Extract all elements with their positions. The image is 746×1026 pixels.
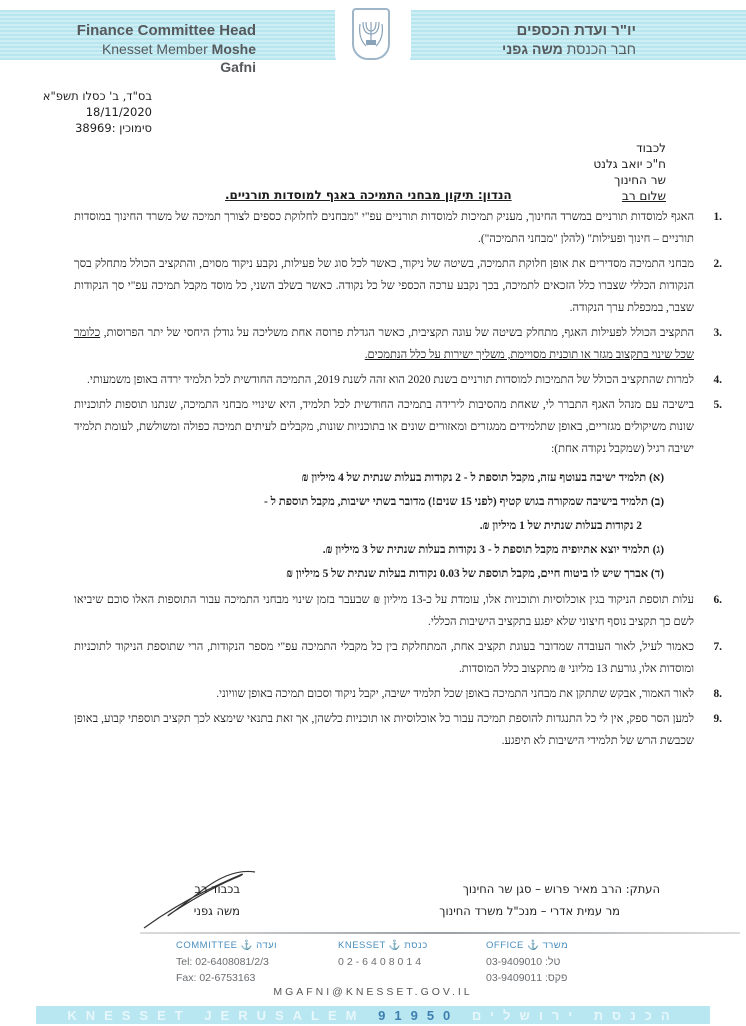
letter-body — [74, 206, 722, 755]
footer-right: הכנסת ירושלים — [471, 1008, 679, 1023]
sublist-item — [74, 538, 664, 562]
he-member-name: משה גפני — [502, 41, 563, 57]
contact-fax: פקס: 03-9409011 — [486, 972, 568, 984]
item-text: מבחני התמיכה מסדירים את אופן חלוקת התמיכה, בשיטה של ניקוד, כאשר לכל סוג של פעילות, נקבע ניקוד מסוים, והתקציב הכולל מתחלק בסך הנקודות הכללי שצברו כלל הזכאים לתמיכה, בכך נקבע ערכה הכספי של כל נקודה. כאשר בשלב השני, כל מוסד מקבל תמיכה עפ"י סך הנקודות שצבר, במכפלת ערך הנקודה. — [74, 258, 694, 314]
contact-fax: Fax: 02-6753163 — [176, 972, 256, 984]
contact-tel: 02-6408014 — [338, 956, 425, 968]
contact-office — [486, 938, 568, 986]
signature-block — [160, 878, 240, 922]
sublist-text: תלמיד ישיבה בעוטף עזה, מקבל תוספת ל - 2 נקודות בעלות שנתית של 4 מיליון ₪ — [301, 472, 647, 484]
sublist-text: תלמיד בישיבה שמקורה בגוש קטיף (לפני 15 שנים!) מדובר בשתי ישיבות, מקבל תוספת ל - — [263, 496, 649, 508]
contact-label: OFFICE ⚓ משרד — [486, 940, 569, 951]
en-member-prefix: Knesset Member — [101, 41, 208, 57]
reference-number: סימוכין :38969 — [75, 121, 152, 135]
list-item — [74, 369, 722, 391]
subject-line: הנדון: תיקון מבחני התמיכה באגף למוסדות תורניים. — [225, 188, 512, 202]
item-number: .2 — [713, 258, 722, 270]
sublist-text: אברך שיש לו ביטוח חיים, מקבל תוספת של 0.03 נקודות בעלות שנתית של 5 מיליון ₪ — [286, 568, 649, 580]
list-item — [74, 322, 722, 366]
list-item — [74, 683, 722, 705]
list-item — [74, 708, 722, 752]
sublist-text: תלמיד יוצא אתיופיה מקבל תוספת ל - 3 נקודות בעלות שנתית של 3 מיליון ₪. — [322, 544, 650, 556]
sublist-label: (ג) — [652, 544, 664, 556]
cc-line: העתק: הרב מאיר פרוש – סגן שר החינוך — [462, 882, 660, 896]
knesset-emblem-icon — [352, 8, 390, 60]
list-item — [74, 394, 722, 586]
list-item — [74, 589, 722, 633]
sublist-label: (ב) — [650, 496, 664, 508]
footer-left: KNESSET JERUSALEM — [67, 1008, 366, 1023]
item-text: למרות שהתקציב הכולל של התמיכות למוסדות תורניים בשנת 2020 הוא זהה לשנת 2019, התמיכה החודשית לכל תלמיד ירדה באופן משמעותי. — [87, 374, 694, 386]
sublist-label: (א) — [649, 472, 664, 484]
addressee — [593, 140, 666, 204]
contact-knesset — [338, 938, 428, 970]
footer-band — [36, 1006, 710, 1024]
contact-tel: Tel: 02-6408081/2/3 — [176, 956, 269, 968]
cc-line: מר עמית אדרי – מנכ"ל משרד החינוך — [439, 904, 620, 918]
en-title: Finance Committee Head — [76, 22, 256, 39]
sublist — [74, 466, 694, 586]
list-item — [74, 206, 722, 250]
item-number: .8 — [713, 688, 722, 700]
item-text: האגף למוסדות תורניים במשרד החינוך, מעניק תמיכות למוסדות תורניים עפ"י "מבחנים לחלוקת כספים לצורך תמיכה של משרד החינוך במוסדות תורניים – חינוך ופעילות" (להלן "מבחני התמיכה"). — [74, 211, 694, 245]
he-title: יו"ר ועדת הכספים — [516, 22, 636, 39]
footer-divider — [140, 932, 740, 934]
cc-block — [439, 878, 660, 922]
item-text: בישיבה עם מנהל האגף התברר לי, שאחת מהסיבות לירידה בתמיכה החודשית לכל תלמיד, היא שינויי מבחני התמיכה, שנתנו תוספות לתוכניות שונות משיקולים מגזריים, באופן שתלמידים ממגזרים ומאזורים שונים או בתוכניות שונות, מקבלים לעיתים תמיכה כפולה ומשולשת, לעומת תלמיד ישיבה רגיל (שמקבל נקודה אחת): — [74, 399, 694, 455]
sublist-continuation: 2 נקודות בעלות שנתית של 1 מיליון ₪. — [479, 520, 642, 532]
item-text: עלות תוספת הניקוד בגין אוכלוסיות ותוכניות אלו, עומדת על כ-13 מיליון ₪ שבעבר בזמן שינוי מבחני התמיכה עבור התוספות האלו סוכם שיביאו לשם כך תקציב נוסף חיצוני שלא יפגע בתקציב הישיבות הכללי. — [74, 594, 694, 628]
contact-label: KNESSET ⚓ כנסת — [338, 940, 428, 951]
closing: בכבוד רב — [194, 882, 240, 896]
addressee-to: לכבוד — [636, 141, 666, 155]
contact-tel: טל: 03-9409010 — [486, 956, 561, 968]
letter-meta — [42, 88, 152, 136]
item-number: .5 — [713, 399, 722, 411]
item-text: למען הסר ספק, אין לי כל התנגדות להוספת תמיכה עבור כל אוכלוסיות או תוכניות כלשהן, אך זאת בתנאי שימצא לכך תקציב תוספתי קבוע, באופן שכבשת הרש של תלמידי הישיבות לא תיפגע. — [74, 713, 694, 747]
letterhead-english — [68, 22, 256, 76]
item-text: התקציב הכולל לפעילות האגף, מתחלק בשיטה של עוגה תקציבית, כאשר הגדלת פרוסה אחת משליכה על גודלן היחסי של יתר הפרוסות, — [100, 327, 694, 339]
sublist-label: (ד) — [650, 568, 664, 580]
item-text: כאמור לעיל, לאור העובדה שמדובר בעוגת תקציב אחת, המתחלקת בין כל מקבלי התמיכה עפ"י מספר הנקודות, הרי שתוספת הניקוד לתוכניות ומוסדות אלו, גורעת 13 מליוני ₪ מתקצוב כלל המוסדות. — [74, 641, 694, 675]
item-number: .1 — [713, 211, 722, 223]
contact-label: COMMITTEE ⚓ ועדה — [176, 940, 278, 951]
list-item — [74, 253, 722, 319]
email-address: MGAFNI@KNESSET.GOV.IL — [273, 986, 473, 998]
contact-committee — [176, 938, 277, 986]
sublist-item — [74, 466, 664, 490]
item-text-underlined: כלומר שכל שינוי בתקצוב מגזר או תוכנית מסויימת, משליך ישירות על כלל הנתמכים. — [74, 327, 694, 361]
item-number: .9 — [713, 713, 722, 725]
addressee-role: שר החינוך — [614, 173, 666, 187]
footer-zip: 91950 — [378, 1008, 460, 1023]
he-member-prefix: חבר הכנסת — [566, 41, 636, 57]
signer-name: משה גפני — [193, 904, 240, 918]
sublist-item — [74, 562, 664, 586]
greeting: שלום רב — [621, 189, 666, 203]
item-text: לאור האמור, אבקש שתתקן את מבחני התמיכה באופן שכל תלמיד ישיבה, יקבל ניקוד וסכום תמיכה באופן שוויוני. — [216, 688, 694, 700]
list-item — [74, 636, 722, 680]
en-member-name: Moshe Gafni — [211, 41, 256, 75]
item-number: .7 — [713, 641, 722, 653]
letterhead-hebrew — [502, 22, 636, 58]
hebrew-date: בס"ד, ב' כסלו תשפ"א — [42, 89, 152, 103]
item-number: .6 — [713, 594, 722, 606]
addressee-name: ח"כ יואב גלנט — [593, 157, 666, 171]
sublist-item — [74, 490, 664, 514]
item-number: .4 — [713, 374, 722, 386]
item-number: .3 — [713, 327, 722, 339]
gregorian-date: 18/11/2020 — [85, 105, 152, 119]
